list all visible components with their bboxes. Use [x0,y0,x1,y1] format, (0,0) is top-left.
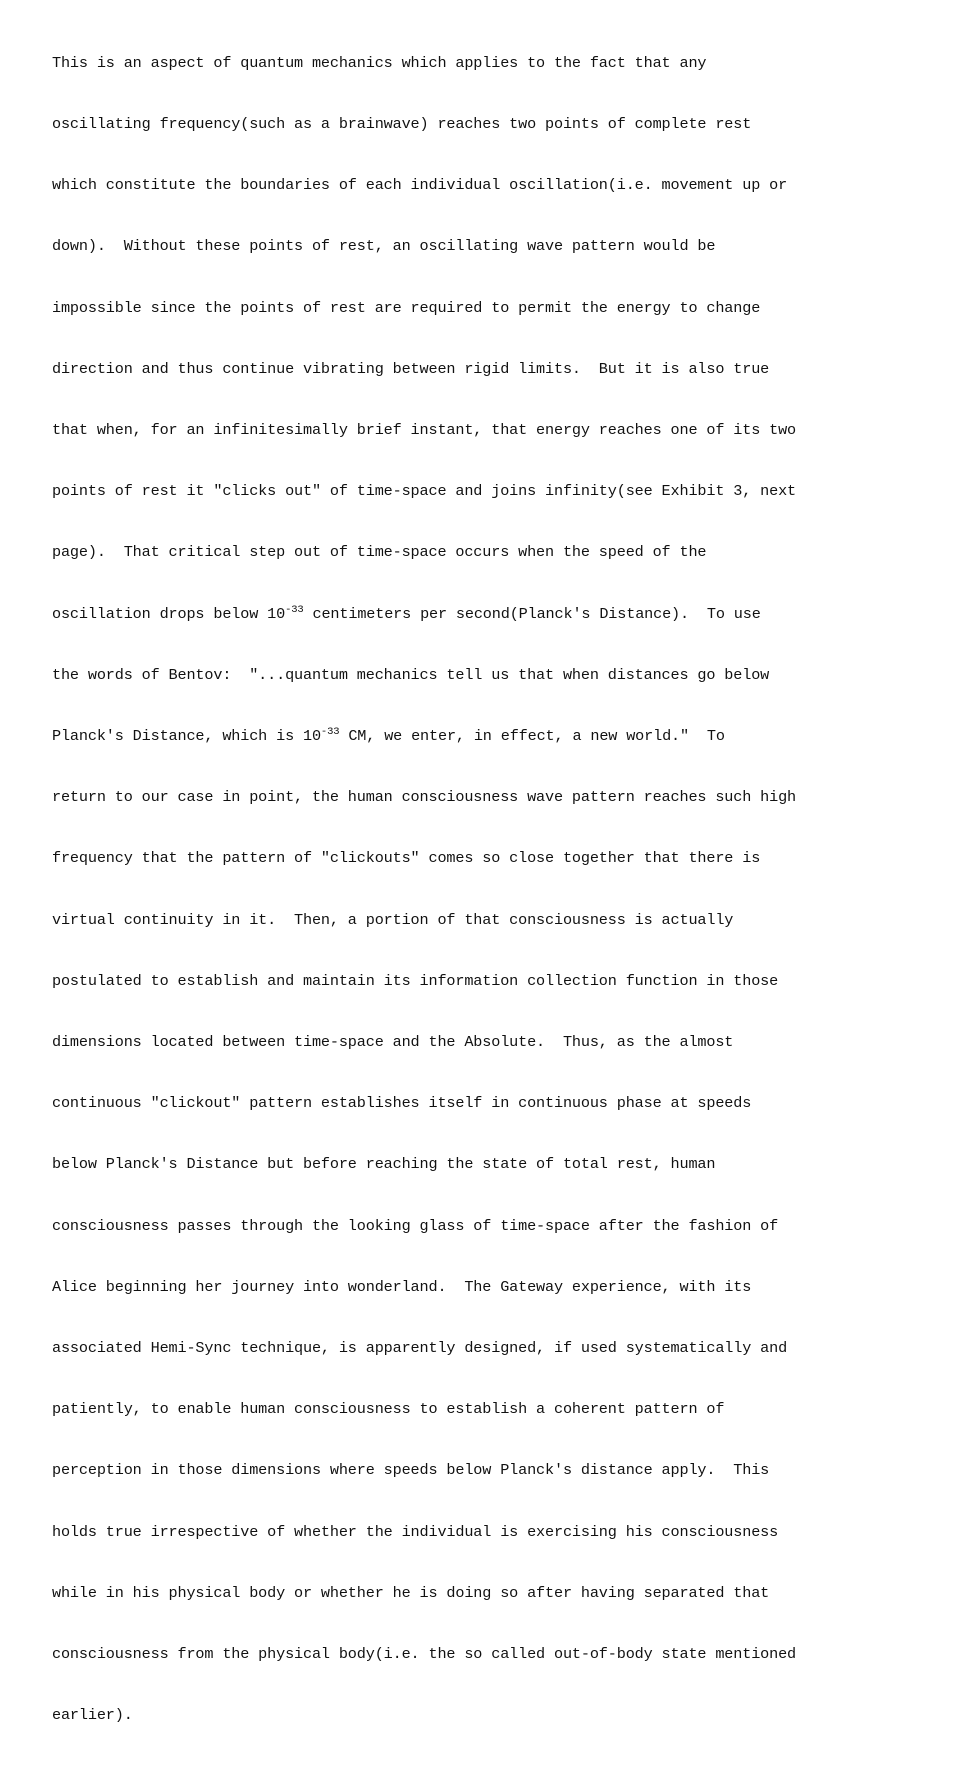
text-line: consciousness passes through the looking glass of time-space after the fashion of [52,1216,779,1235]
text-line: page). That critical step out of time-space occurs when the speed of the [52,543,707,562]
text-line: down). Without these points of rest, an oscillating wave pattern would be [52,237,716,256]
text-line-with-exponent [52,726,952,746]
text-segment: centimeters per second(Planck's Distance). To use [303,604,761,623]
text-line: patiently, to enable human consciousness to establish a coherent pattern of [52,1400,725,1419]
text-line: return to our case in point, the human consciousness wave pattern reaches such high [52,788,797,807]
text-line: perception in those dimensions where speeds below Planck's distance apply. This [52,1461,770,1480]
text-line: the words of Bentov: "...quantum mechanics tell us that when distances go below [52,665,770,684]
text-line: impossible since the points of rest are required to permit the energy to change [52,298,761,317]
text-segment: CM, we enter, in effect, a new world." To [339,727,725,746]
text-line: below Planck's Distance but before reaching the state of total rest, human [52,1155,716,1174]
text-line: which constitute the boundaries of each individual oscillation(i.e. movement up or [52,176,788,195]
text-line: dimensions located between time-space and the Absolute. Thus, as the almost [52,1033,734,1052]
text-line: virtual continuity in it. Then, a portion of that consciousness is actually [52,910,734,929]
text-line: that when, for an infinitesimally brief instant, that energy reaches one of its two [52,421,797,440]
text-segment: oscillation drops below 10 [52,604,286,623]
text-line: associated Hemi-Sync technique, is apparently designed, if used systematically and [52,1339,788,1358]
text-line: This is an aspect of quantum mechanics which applies to the fact that any [52,53,707,72]
body-text [52,12,952,1767]
text-line: holds true irrespective of whether the individual is exercising his consciousness [52,1522,779,1541]
text-line-with-exponent [52,604,952,624]
text-line: earlier). [52,1706,133,1725]
exponent: -33 [320,726,340,739]
text-segment: Planck's Distance, which is 10 [52,727,321,746]
text-line: consciousness from the physical body(i.e. the so called out-of-body state mentioned [52,1645,797,1664]
text-line: postulated to establish and maintain its information collection function in those [52,971,779,990]
text-line: frequency that the pattern of "clickouts" comes so close together that there is [52,849,761,868]
text-line: oscillating frequency(such as a brainwave) reaches two points of complete rest [52,115,752,134]
text-line: while in his physical body or whether he is doing so after having separated that [52,1583,770,1602]
text-line: points of rest it "clicks out" of time-space and joins infinity(see Exhibit 3, next [52,482,797,501]
text-line: Alice beginning her journey into wonderland. The Gateway experience, with its [52,1277,752,1296]
text-line: direction and thus continue vibrating between rigid limits. But it is also true [52,359,770,378]
exponent: -33 [285,603,304,616]
text-line: continuous "clickout" pattern establishes itself in continuous phase at speeds [52,1094,752,1113]
